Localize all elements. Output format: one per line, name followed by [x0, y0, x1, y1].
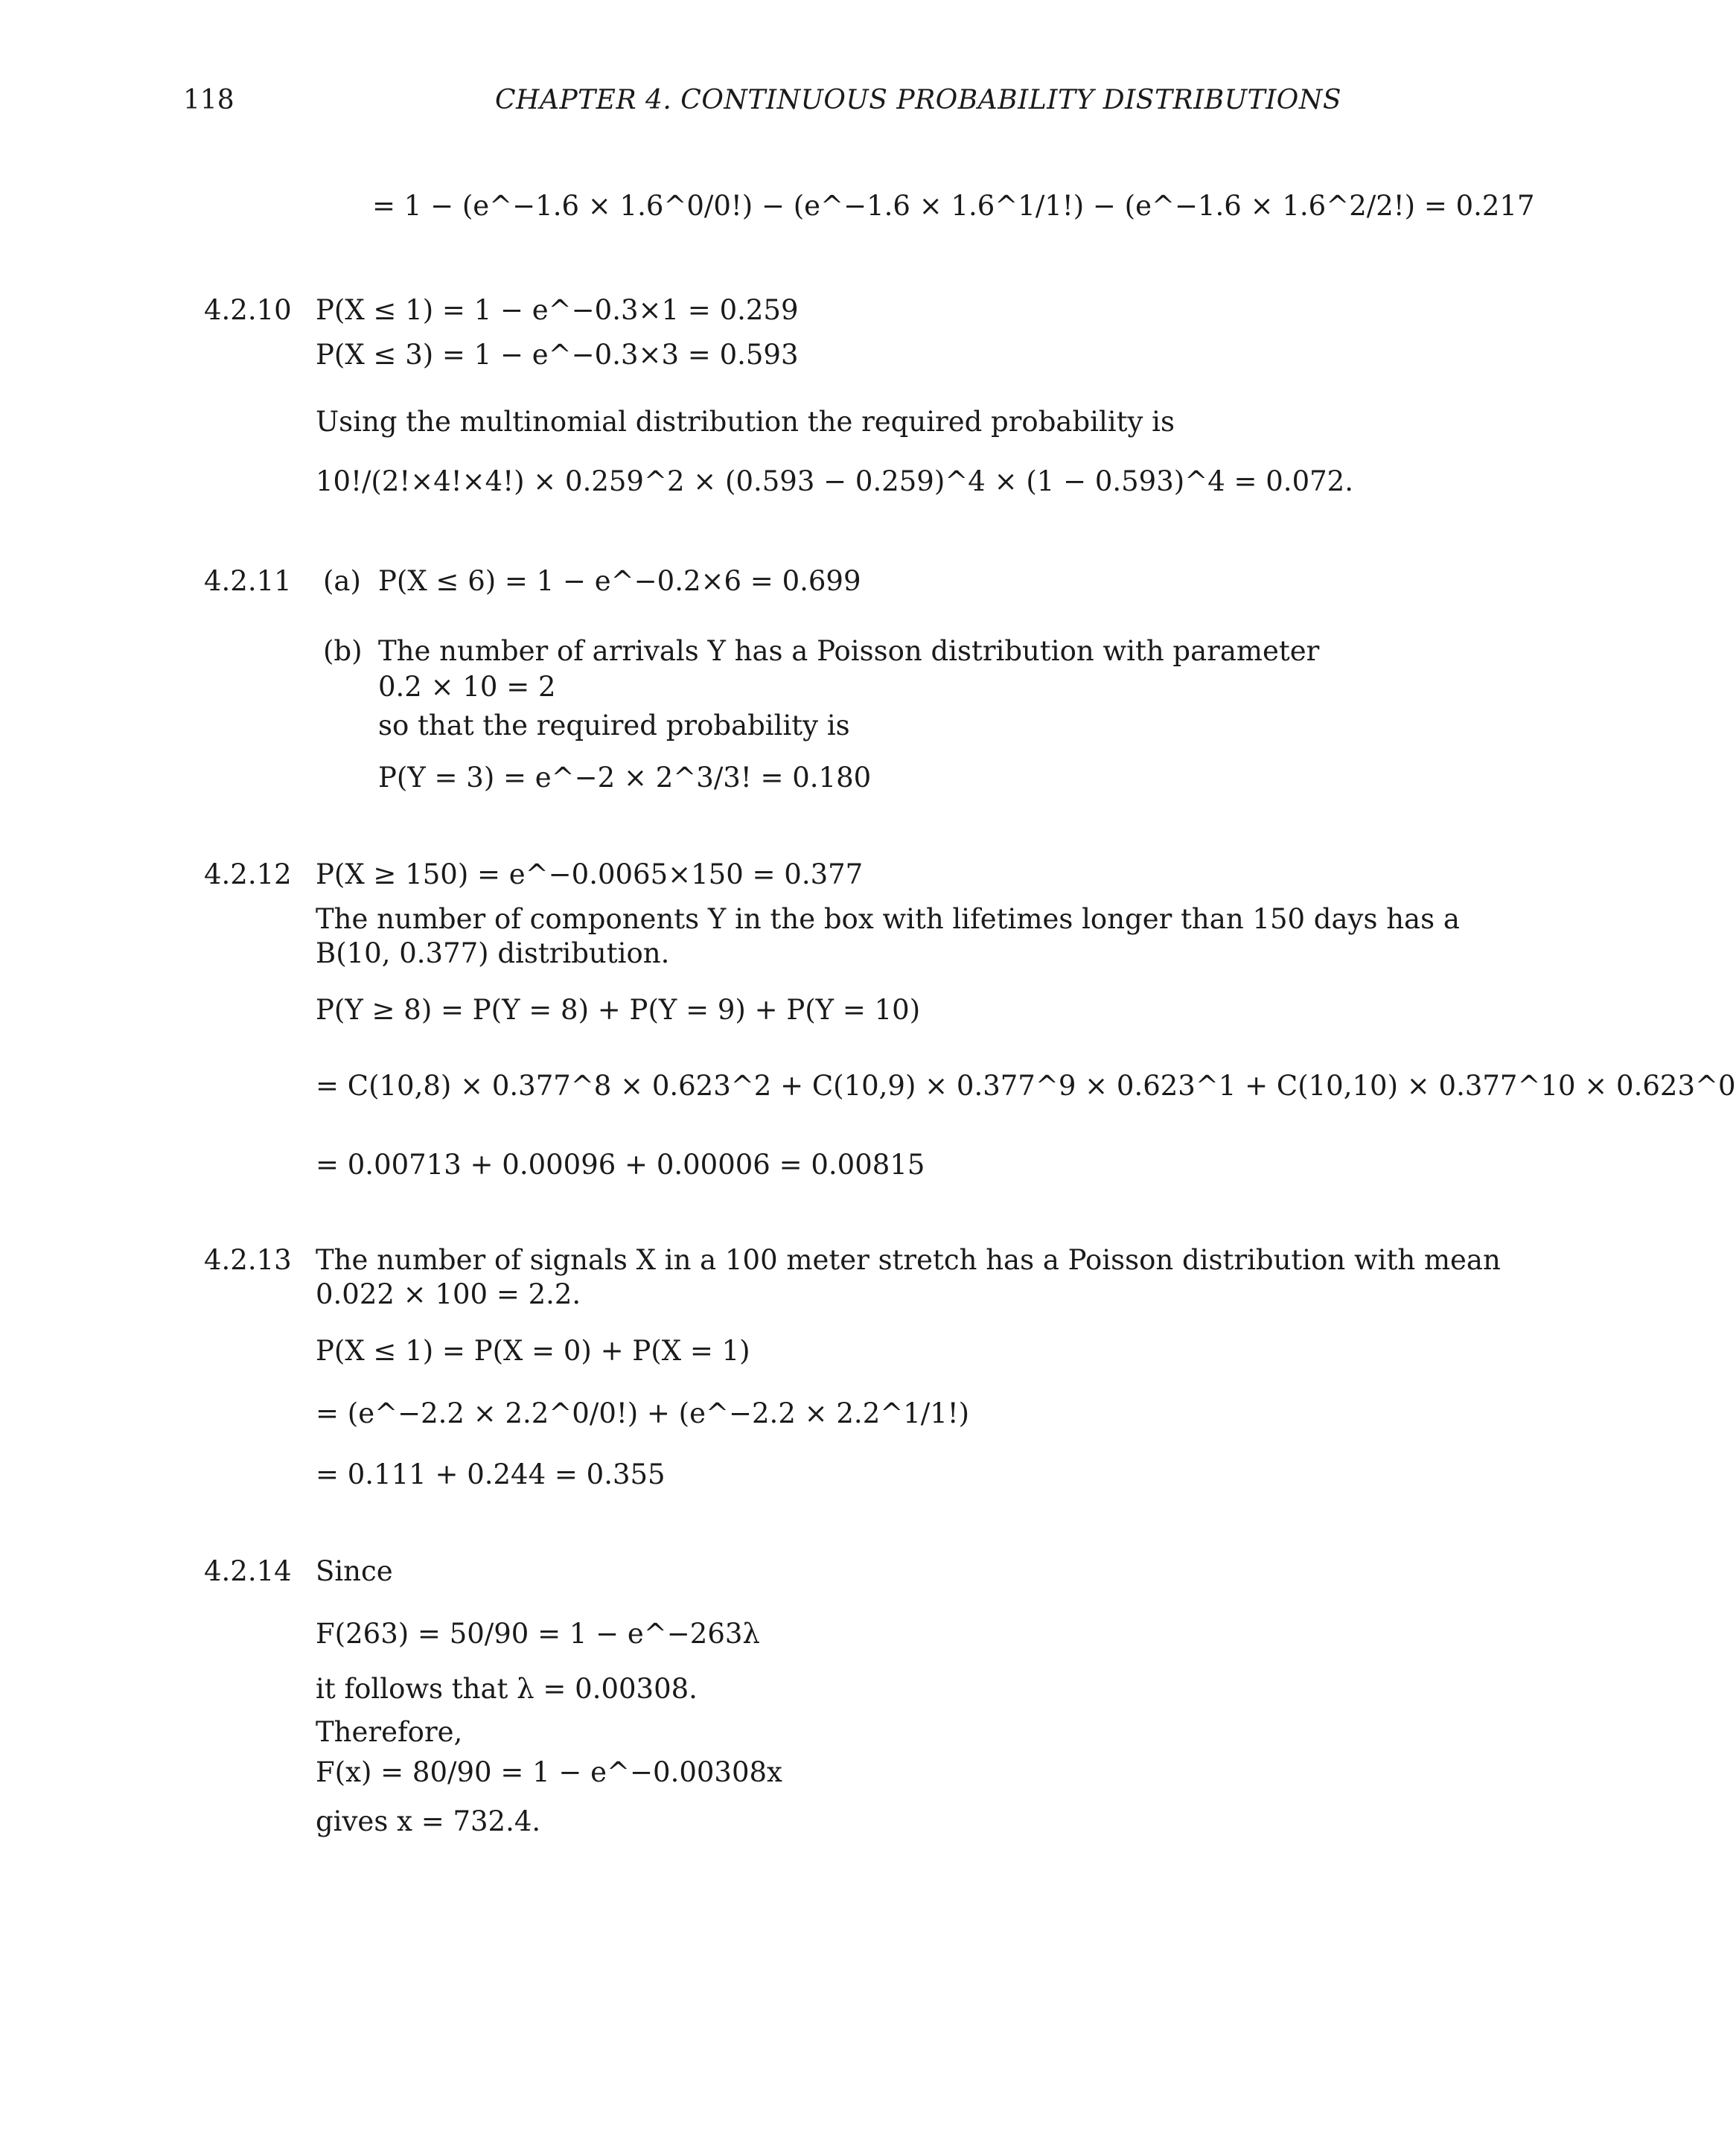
carryover-equation: = 1 − (e^−1.6 × 1.6^0/0!) − (e^−1.6 × 1.6^1/1!) − (e^−1.6 × 1.6^2/2!) = 0.217 — [372, 190, 1535, 222]
text-4-2-12-t2: B(10, 0.377) distribution. — [316, 937, 670, 969]
problem-label-4-2-14: 4.2.14 — [204, 1555, 292, 1587]
part-b-tag: (b) — [323, 635, 363, 667]
text-4-2-11-b2: 0.2 × 10 = 2 — [378, 671, 556, 703]
equation-4-2-14-b: F(x) = 80/90 = 1 − e^−0.00308x — [316, 1756, 782, 1788]
problem-label-4-2-12: 4.2.12 — [204, 858, 292, 890]
equation-4-2-12-b: P(Y ≥ 8) = P(Y = 8) + P(Y = 9) + P(Y = 10) — [316, 994, 921, 1026]
text-4-2-12-t1: The number of components Y in the box with lifetimes longer than 150 days has a — [316, 903, 1460, 935]
equation-4-2-12-c: = C(10,8) × 0.377^8 × 0.623^2 + C(10,9) × 0.377^9 × 0.623^1 + C(10,10) × 0.377^10 × 0.623^0 — [316, 1070, 1736, 1102]
equation-4-2-14-a: F(263) = 50/90 = 1 − e^−263λ — [316, 1618, 760, 1650]
part-a-tag: (a) — [323, 565, 361, 597]
equation-4-2-12-d: = 0.00713 + 0.00096 + 0.00006 = 0.00815 — [316, 1149, 925, 1181]
equation-4-2-12-a: P(X ≥ 150) = e^−0.0065×150 = 0.377 — [316, 858, 864, 890]
equation-4-2-11-b4: P(Y = 3) = e^−2 × 2^3/3! = 0.180 — [378, 762, 872, 794]
text-4-2-13-t1: The number of signals X in a 100 meter stretch has a Poisson distribution with mean — [316, 1244, 1501, 1276]
text-4-2-14-t3: Therefore, — [316, 1716, 463, 1748]
chapter-title: CHAPTER 4. CONTINUOUS PROBABILITY DISTRIBUTIONS — [495, 85, 1341, 115]
text-4-2-11-b1: The number of arrivals Y has a Poisson distribution with parameter — [378, 635, 1320, 667]
page-number: 118 — [183, 85, 234, 115]
equation-4-2-10-c: 10!/(2!×4!×4!) × 0.259^2 × (0.593 − 0.259)^4 × (1 − 0.593)^4 = 0.072. — [316, 465, 1353, 497]
problem-label-4-2-11: 4.2.11 — [204, 565, 292, 597]
text-4-2-11-b3: so that the required probability is — [378, 709, 850, 741]
equation-4-2-13-b: = (e^−2.2 × 2.2^0/0!) + (e^−2.2 × 2.2^1/1!) — [316, 1397, 970, 1429]
equation-4-2-10-b: P(X ≤ 3) = 1 − e^−0.3×3 = 0.593 — [316, 339, 799, 371]
problem-label-4-2-10: 4.2.10 — [204, 294, 292, 326]
equation-4-2-13-c: = 0.111 + 0.244 = 0.355 — [316, 1458, 666, 1490]
problem-label-4-2-13: 4.2.13 — [204, 1244, 292, 1276]
equation-4-2-13-a: P(X ≤ 1) = P(X = 0) + P(X = 1) — [316, 1335, 750, 1367]
equation-4-2-10-a: P(X ≤ 1) = 1 − e^−0.3×1 = 0.259 — [316, 294, 799, 326]
text-4-2-14-t4: gives x = 732.4. — [316, 1805, 541, 1837]
equation-4-2-11-a: P(X ≤ 6) = 1 − e^−0.2×6 = 0.699 — [378, 565, 861, 597]
text-4-2-14-t2: it follows that λ = 0.00308. — [316, 1673, 698, 1705]
text-4-2-13-t2: 0.022 × 100 = 2.2. — [316, 1278, 581, 1310]
text-4-2-10: Using the multinomial distribution the required probability is — [316, 406, 1175, 438]
text-4-2-14-t1: Since — [316, 1555, 393, 1587]
